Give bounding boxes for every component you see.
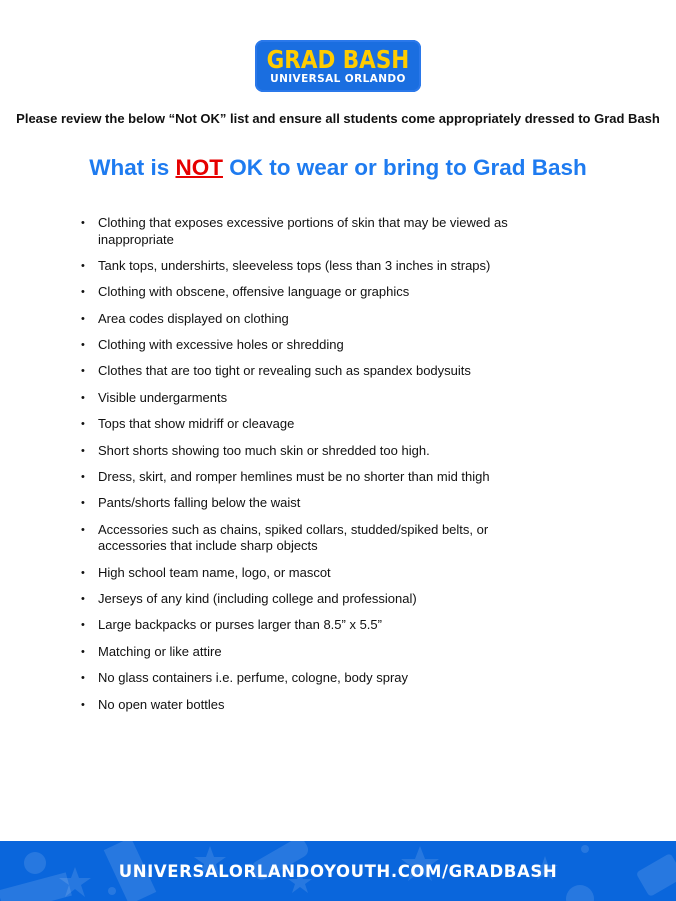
list-item-text: Clothes that are too tight or revealing such as spandex bodysuits — [98, 363, 471, 379]
list-item — [80, 495, 540, 512]
title-emphasis-not: NOT — [175, 155, 223, 180]
list-item-text: Accessories such as chains, spiked collars, studded/spiked belts, or accessories that include sharp objects — [98, 521, 489, 554]
list-item-text: Tops that show midriff or cleavage — [98, 416, 295, 432]
list-item — [80, 390, 540, 407]
list-item — [80, 469, 540, 486]
intro-text: Please review the below “Not OK” list and ensure all students come appropriately dressed to Grad Bash — [16, 111, 660, 126]
list-item-text: High school team name, logo, or mascot — [98, 564, 331, 580]
bullet-icon: • — [81, 418, 85, 431]
list-item-text: Short shorts showing too much skin or shredded too high. — [98, 442, 430, 458]
list-item — [80, 363, 540, 380]
bullet-icon: • — [81, 471, 85, 484]
bullet-icon: • — [81, 523, 85, 536]
not-ok-list — [80, 215, 540, 723]
list-item — [80, 416, 540, 433]
list-item — [80, 644, 540, 661]
list-item-text: Matching or like attire — [98, 643, 222, 659]
list-item — [80, 258, 540, 275]
bullet-icon: • — [81, 645, 85, 658]
bullet-icon: • — [81, 566, 85, 579]
bullet-icon: • — [81, 259, 85, 272]
list-item — [80, 284, 540, 301]
bullet-icon: • — [81, 497, 85, 510]
title-suffix: OK to wear or bring to Grad Bash — [222, 155, 587, 180]
list-item — [80, 617, 540, 634]
footer-banner — [0, 841, 676, 901]
list-item-text: Clothing with obscene, offensive language or graphics — [98, 284, 410, 300]
list-item-text: Tank tops, undershirts, sleeveless tops (less than 3 inches in straps) — [98, 257, 491, 273]
bullet-icon: • — [81, 444, 85, 457]
title-prefix: What is — [89, 155, 176, 180]
list-item — [80, 337, 540, 354]
logo-subtitle: UNIVERSAL ORLANDO — [270, 73, 406, 85]
list-item-text: No glass containers i.e. perfume, cologne, body spray — [98, 670, 409, 686]
bullet-icon: • — [81, 619, 85, 632]
bullet-icon: • — [81, 365, 85, 378]
bullet-icon: • — [81, 286, 85, 299]
page-title — [0, 155, 676, 181]
bullet-icon: • — [81, 312, 85, 325]
list-item-text: Clothing that exposes excessive portions of skin that may be viewed as inappropriate — [98, 215, 508, 247]
list-item-text: Large backpacks or purses larger than 8.5” x 5.5” — [98, 617, 382, 633]
logo-title: GRAD BASH — [266, 45, 410, 74]
bullet-icon: • — [81, 698, 85, 711]
list-item — [80, 670, 540, 687]
list-item — [80, 522, 540, 555]
bullet-icon: • — [81, 339, 85, 352]
list-item-text: No open water bottles — [98, 696, 225, 712]
bullet-icon: • — [81, 672, 85, 685]
list-item — [80, 215, 540, 248]
grad-bash-logo — [255, 40, 421, 92]
list-item — [80, 591, 540, 608]
bullet-icon: • — [81, 391, 85, 404]
bullet-icon: • — [81, 217, 85, 229]
list-item — [80, 311, 540, 328]
list-item-text: Area codes displayed on clothing — [98, 310, 289, 326]
list-item — [80, 565, 540, 582]
website-url: UNIVERSALORLANDOYOUTH.COM/GRADBASH — [118, 861, 558, 881]
list-item — [80, 443, 540, 460]
list-item-text: Pants/shorts falling below the waist — [98, 495, 301, 511]
list-item — [80, 697, 540, 714]
list-item-text: Jerseys of any kind (including college and professional) — [98, 591, 417, 607]
list-item-text: Clothing with excessive holes or shredding — [98, 337, 344, 353]
list-item-text: Dress, skirt, and romper hemlines must be no shorter than mid thigh — [98, 469, 490, 485]
bullet-icon: • — [81, 593, 85, 606]
list-item-text: Visible undergarments — [98, 389, 228, 405]
